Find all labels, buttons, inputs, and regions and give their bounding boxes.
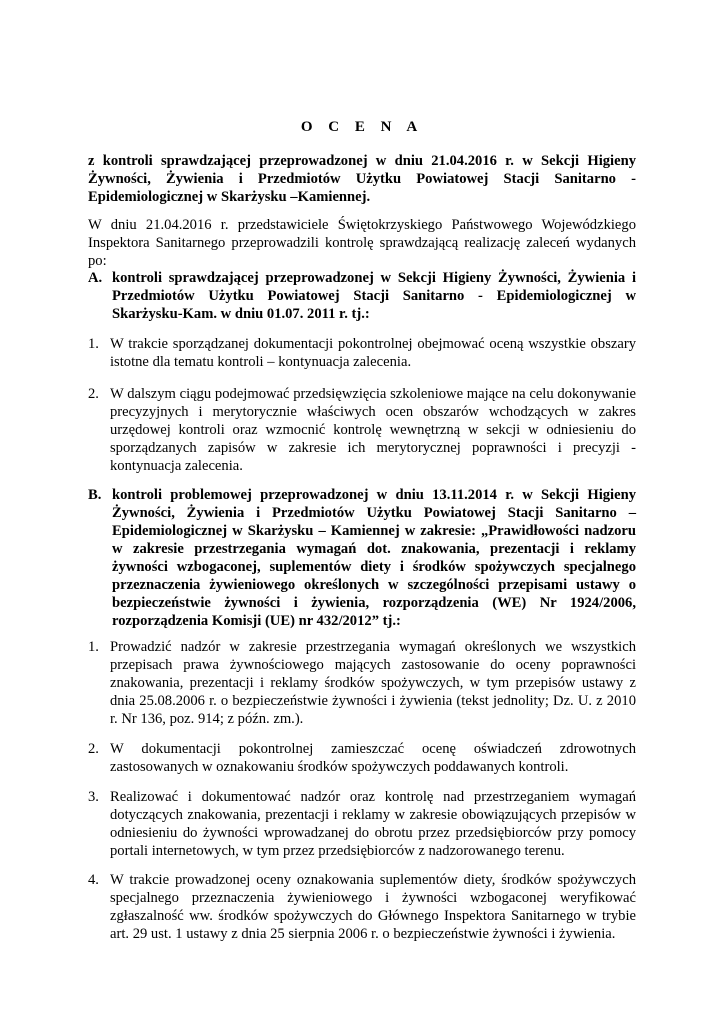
section-b-heading-text: kontroli problemowej przeprowadzonej w dniu 13.11.2014 r. w Sekcji Higieny Żywności, Żywienia i Przedmiotów Użytku Powiatowej Stacji Sanitarno – Epidemiologicznej w Skarżysku – Kamiennej w zakresie: „Prawidłowości nadzoru w zakresie przestrzegania wymagań dot. znakowania, prezentacji i reklamy żywności wzbogaconej, suplementów diety i środków spożywczych specjalnego przeznaczenia żywieniowego określonych w szczególności przepisami ustawy o bezpieczeństwie żywności i żywienia, rozporządzenia (WE) Nr 1924/2006, rozporządzenia Komisji (UE) nr 432/2012” tj.: [112,487,636,629]
list-item-text: W trakcie prowadzonej oceny oznakowania suplementów diety, środków spożywczych specjalnego przeznaczenia żywieniowego i żywności wzbogaconej weryfikować zgłaszalność ww. środków spożywczych do Głównego Inspektora Sanitarnego w trybie art. 29 ust. 1 ustawy z dnia 25 sierpnia 2006 r. o bezpieczeństwie żywności i żywienia. [110,872,636,942]
list-item [88,638,636,728]
intro-paragraph: W dniu 21.04.2016 r. przedstawiciele Świętokrzyskiego Państwowego Wojewódzkiego Inspektora Sanitarnego przeprowadzili kontrolę sprawdzającą realizację zaleceń wydanych po: [88,217,636,269]
list-item [88,788,636,860]
list-item-text: Prowadzić nadzór w zakresie przestrzegania wymagań określonych we wszystkich przepisach prawa żywnościowego mających zastosowanie do oceny poprawności znakowania, prezentacji i reklamy środków spożywczych, w tym przepisów ustawy z dnia 25.08.2006 r. o bezpieczeństwie żywności i żywienia (tekst jednolity; Dz. U. z 2010 r. Nr 136, poz. 914; z późn. zm.). [110,639,636,727]
list-item-number: 2. [88,741,99,757]
list-item [88,385,636,475]
section-b [88,486,636,630]
list-item [88,740,636,776]
section-a [88,269,636,323]
list-item [88,871,636,943]
list-item [88,335,636,371]
document-title: O C E N A [300,119,424,135]
list-item-text: Realizować i dokumentować nadzór oraz kontrolę nad przestrzeganiem wymagań dotyczących znakowania, prezentacji i reklamy w zakresie obowiązujących przepisów w odniesieniu do żywności wprowadzanej do obrotu przez przedsiębiorców przy pomocy portali internetowych, w tym przez przedsiębiorców z nadzorowanego terenu. [110,789,636,859]
list-item-number: 3. [88,789,99,805]
section-a-heading-text: kontroli sprawdzającej przeprowadzonej w Sekcji Higieny Żywności, Żywienia i Przedmiotów Użytku Powiatowej Stacji Sanitarno - Epidemiologicznej w Skarżysku-Kam. w dniu 01.07. 2011 r. tj.: [112,270,636,322]
list-item-text: W dalszym ciągu podejmować przedsięwzięcia szkoleniowe mające na celu dokonywanie precyzyjnych i merytorycznie właściwych ocen obszarów wchodzących w zakres urzędowej kontroli oraz wzmocnić kontrolę wewnętrzną w sekcji w odniesieniu do sporządzanych zapisów w zakresie ich merytorycznej poprawności i precyzji - kontynuacja zalecenia. [110,386,636,474]
list-item-text: W dokumentacji pokontrolnej zamieszczać ocenę oświadczeń zdrowotnych zastosowanych w oznakowaniu środków spożywczych poddawanych kontroli. [110,741,636,775]
list-item-number: 1. [88,336,99,352]
section-b-marker: B. [88,487,102,503]
list-item-text: W trakcie sporządzanej dokumentacji pokontrolnej obejmować oceną wszystkie obszary istotne dla tematu kontroli – kontynuacja zalecenia. [110,336,636,370]
document-subtitle: z kontroli sprawdzającej przeprowadzonej w dniu 21.04.2016 r. w Sekcji Higieny Żywności, Żywienia i Przedmiotów Użytku Powiatowej Stacji Sanitarno - Epidemiologicznej w Skarżysku –Kamiennej. [88,153,636,205]
section-a-heading [88,269,636,323]
list-item-number: 2. [88,386,99,402]
list-item-number: 4. [88,872,99,888]
section-a-marker: A. [88,270,103,286]
list-item-number: 1. [88,639,99,655]
section-b-heading [88,486,636,630]
